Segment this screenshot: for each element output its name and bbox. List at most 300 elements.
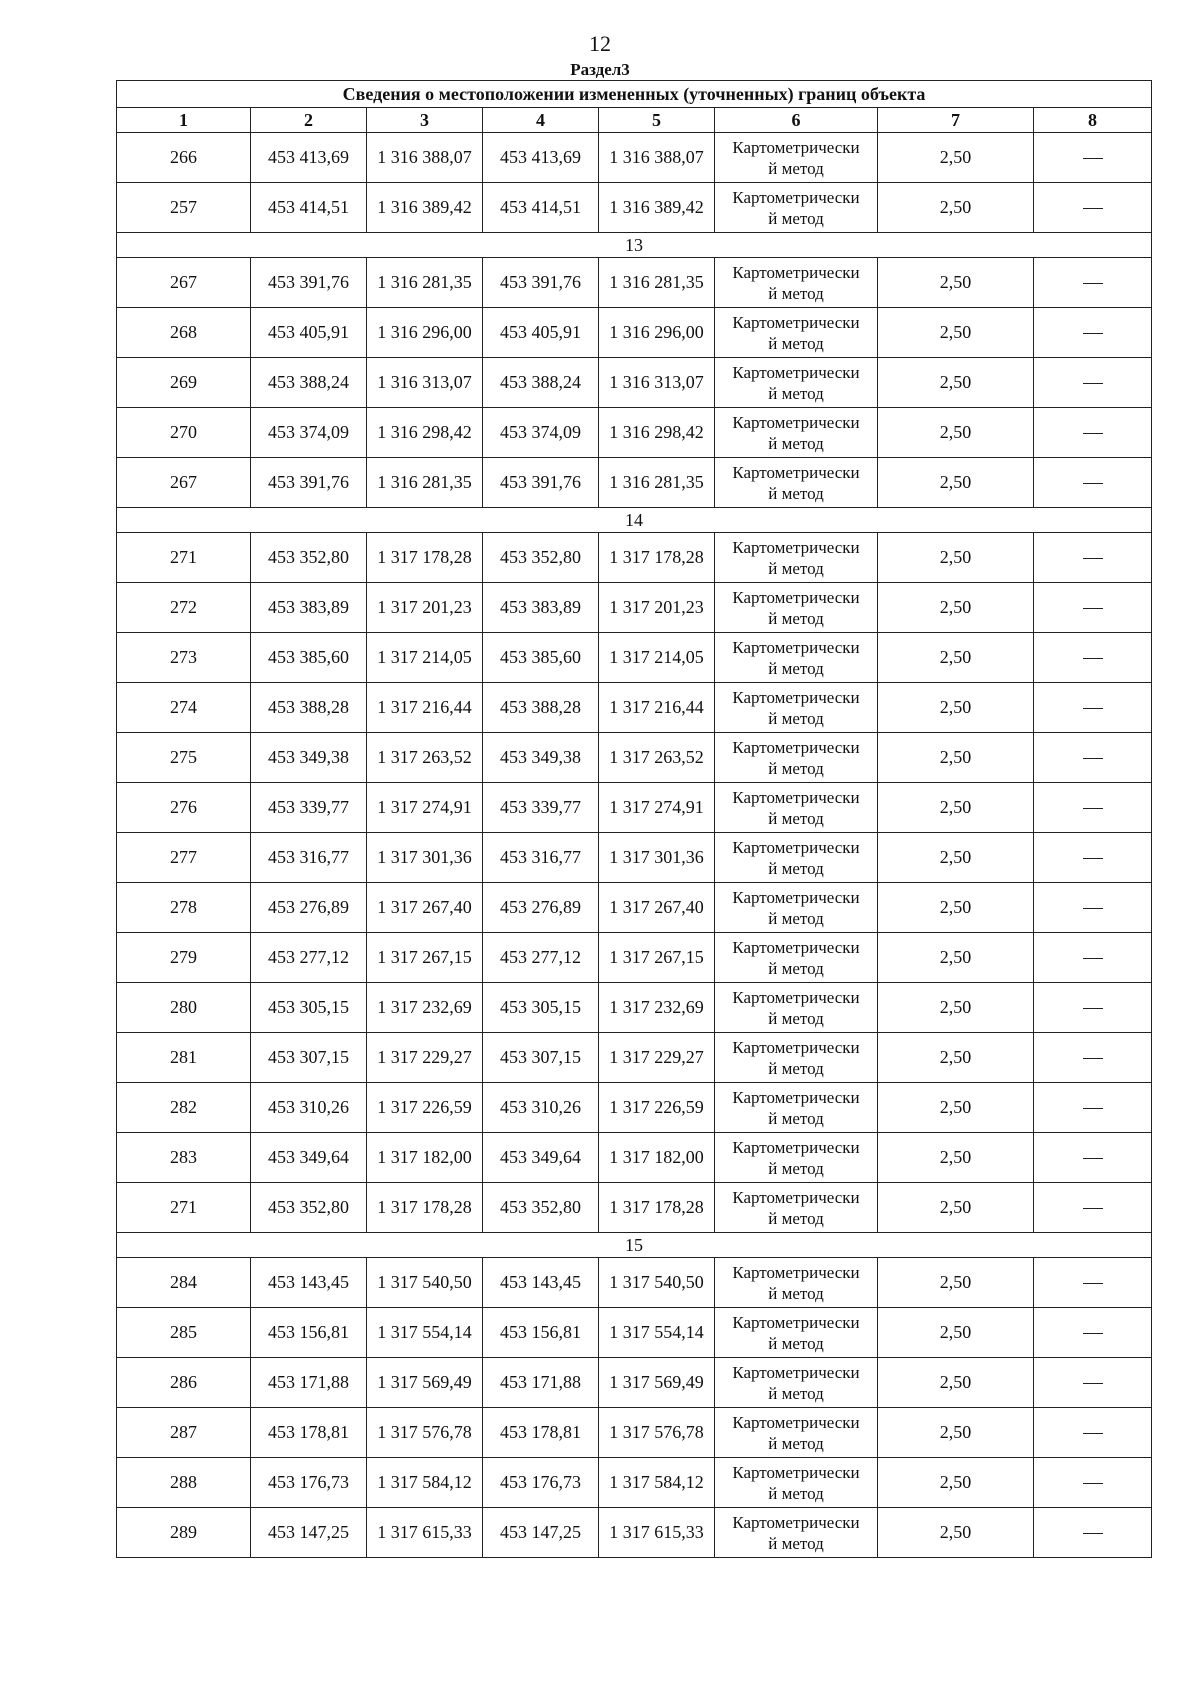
method-text-line: Картометрически — [732, 1412, 860, 1432]
em-dash-icon — [1083, 208, 1103, 209]
cell-note — [1034, 1133, 1152, 1183]
cell-y-existing: 1 316 388,07 — [367, 133, 483, 183]
cell-x-existing: 453 305,15 — [251, 983, 367, 1033]
em-dash-icon — [1083, 758, 1103, 759]
cell-y-existing: 1 317 267,15 — [367, 933, 483, 983]
cell-x-existing: 453 156,81 — [251, 1308, 367, 1358]
cell-x-new: 453 178,81 — [483, 1408, 599, 1458]
cell-note — [1034, 1083, 1152, 1133]
cell-point-number: 284 — [117, 1258, 251, 1308]
cell-x-new: 453 391,76 — [483, 458, 599, 508]
cell-x-new: 453 414,51 — [483, 183, 599, 233]
cell-method — [715, 133, 878, 183]
method-text-line: Картометрически — [732, 1137, 860, 1157]
cell-x-existing: 453 310,26 — [251, 1083, 367, 1133]
em-dash-icon — [1083, 658, 1103, 659]
cell-x-existing: 453 277,12 — [251, 933, 367, 983]
cell-x-new: 453 307,15 — [483, 1033, 599, 1083]
cell-y-new: 1 317 576,78 — [599, 1408, 715, 1458]
cell-note — [1034, 1258, 1152, 1308]
cell-x-existing: 453 388,24 — [251, 358, 367, 408]
cell-x-existing: 453 413,69 — [251, 133, 367, 183]
em-dash-icon — [1083, 433, 1103, 434]
table-row — [117, 633, 1152, 683]
cell-y-existing: 1 317 615,33 — [367, 1508, 483, 1558]
em-dash-icon — [1083, 808, 1103, 809]
cell-point-number: 273 — [117, 633, 251, 683]
cell-note — [1034, 308, 1152, 358]
cell-point-number: 281 — [117, 1033, 251, 1083]
cell-x-new: 453 176,73 — [483, 1458, 599, 1508]
cell-note — [1034, 1408, 1152, 1458]
method-text-line: Картометрически — [732, 837, 860, 857]
cell-accuracy: 2,50 — [878, 533, 1034, 583]
cell-y-existing: 1 317 301,36 — [367, 833, 483, 883]
cell-x-new: 453 413,69 — [483, 133, 599, 183]
cell-point-number: 288 — [117, 1458, 251, 1508]
em-dash-icon — [1083, 1483, 1103, 1484]
cell-method — [715, 1308, 878, 1358]
cell-accuracy: 2,50 — [878, 833, 1034, 883]
cell-note — [1034, 983, 1152, 1033]
cell-point-number: 274 — [117, 683, 251, 733]
table-row — [117, 1358, 1152, 1408]
cell-note — [1034, 408, 1152, 458]
cell-method — [715, 733, 878, 783]
method-text-line: Картометрически — [732, 362, 860, 382]
cell-y-existing: 1 317 576,78 — [367, 1408, 483, 1458]
cell-y-existing: 1 317 216,44 — [367, 683, 483, 733]
cell-y-new: 1 317 267,15 — [599, 933, 715, 983]
method-text-line: й метод — [768, 333, 824, 353]
cell-y-new: 1 317 229,27 — [599, 1033, 715, 1083]
cell-note — [1034, 1033, 1152, 1083]
cell-x-existing: 453 307,15 — [251, 1033, 367, 1083]
method-text-line: Картометрически — [732, 262, 860, 282]
cell-method — [715, 1408, 878, 1458]
cell-x-new: 453 339,77 — [483, 783, 599, 833]
method-text-line: Картометрически — [732, 412, 860, 432]
cell-point-number: 272 — [117, 583, 251, 633]
column-header: 2 — [251, 108, 367, 133]
method-text-line: Картометрически — [732, 137, 860, 157]
cell-accuracy: 2,50 — [878, 1183, 1034, 1233]
method-text-line: Картометрически — [732, 1262, 860, 1282]
cell-y-existing: 1 317 267,40 — [367, 883, 483, 933]
cell-accuracy: 2,50 — [878, 1408, 1034, 1458]
cell-y-new: 1 317 182,00 — [599, 1133, 715, 1183]
cell-y-existing: 1 317 182,00 — [367, 1133, 483, 1183]
cell-x-new: 453 316,77 — [483, 833, 599, 883]
table-row — [117, 683, 1152, 733]
column-header: 6 — [715, 108, 878, 133]
table-row — [117, 1183, 1152, 1233]
table-row — [117, 258, 1152, 308]
cell-point-number: 277 — [117, 833, 251, 883]
cell-y-new: 1 317 214,05 — [599, 633, 715, 683]
cell-y-existing: 1 316 281,35 — [367, 258, 483, 308]
cell-accuracy: 2,50 — [878, 733, 1034, 783]
cell-x-existing: 453 388,28 — [251, 683, 367, 733]
cell-method — [715, 983, 878, 1033]
table-caption: Сведения о местоположении измененных (уточненных) границ объекта — [117, 81, 1152, 108]
cell-point-number: 268 — [117, 308, 251, 358]
cell-point-number: 270 — [117, 408, 251, 458]
cell-x-new: 453 143,45 — [483, 1258, 599, 1308]
method-text-line: Картометрически — [732, 1362, 860, 1382]
cell-y-new: 1 317 226,59 — [599, 1083, 715, 1133]
cell-point-number: 283 — [117, 1133, 251, 1183]
cell-note — [1034, 783, 1152, 833]
method-text-line: Картометрически — [732, 737, 860, 757]
cell-y-new: 1 316 281,35 — [599, 458, 715, 508]
table-row — [117, 933, 1152, 983]
table-body — [117, 133, 1152, 1558]
cell-x-new: 453 147,25 — [483, 1508, 599, 1558]
cell-method — [715, 633, 878, 683]
em-dash-icon — [1083, 283, 1103, 284]
table-row — [117, 833, 1152, 883]
cell-y-new: 1 316 298,42 — [599, 408, 715, 458]
cell-y-new: 1 317 569,49 — [599, 1358, 715, 1408]
em-dash-icon — [1083, 958, 1103, 959]
cell-accuracy: 2,50 — [878, 258, 1034, 308]
cell-method — [715, 1458, 878, 1508]
em-dash-icon — [1083, 708, 1103, 709]
method-text-line: Картометрически — [732, 1037, 860, 1057]
cell-y-new: 1 317 178,28 — [599, 1183, 715, 1233]
cell-x-new: 453 349,64 — [483, 1133, 599, 1183]
cell-point-number: 271 — [117, 1183, 251, 1233]
method-text-line: Картометрически — [732, 187, 860, 207]
cell-note — [1034, 1508, 1152, 1558]
method-text-line: й метод — [768, 383, 824, 403]
group-row — [117, 1233, 1152, 1258]
group-row — [117, 233, 1152, 258]
cell-method — [715, 933, 878, 983]
cell-x-existing: 453 352,80 — [251, 533, 367, 583]
cell-method — [715, 1508, 878, 1558]
cell-method — [715, 533, 878, 583]
cell-x-existing: 453 147,25 — [251, 1508, 367, 1558]
cell-y-existing: 1 317 569,49 — [367, 1358, 483, 1408]
cell-note — [1034, 458, 1152, 508]
em-dash-icon — [1083, 1108, 1103, 1109]
cell-method — [715, 1083, 878, 1133]
method-text-line: Картометрически — [732, 1087, 860, 1107]
method-text-line: й метод — [768, 658, 824, 678]
method-text-line: й метод — [768, 908, 824, 928]
cell-accuracy: 2,50 — [878, 1133, 1034, 1183]
cell-point-number: 280 — [117, 983, 251, 1033]
cell-x-new: 453 388,28 — [483, 683, 599, 733]
table-row — [117, 1458, 1152, 1508]
method-text-line: й метод — [768, 433, 824, 453]
cell-x-new: 453 352,80 — [483, 533, 599, 583]
cell-point-number: 267 — [117, 258, 251, 308]
column-header: 3 — [367, 108, 483, 133]
cell-method — [715, 258, 878, 308]
cell-point-number: 257 — [117, 183, 251, 233]
cell-point-number: 278 — [117, 883, 251, 933]
cell-accuracy: 2,50 — [878, 133, 1034, 183]
em-dash-icon — [1083, 1208, 1103, 1209]
cell-note — [1034, 883, 1152, 933]
cell-y-existing: 1 317 229,27 — [367, 1033, 483, 1083]
cell-accuracy: 2,50 — [878, 308, 1034, 358]
table-row — [117, 1508, 1152, 1558]
cell-x-new: 453 352,80 — [483, 1183, 599, 1233]
method-text-line: й метод — [768, 858, 824, 878]
cell-accuracy: 2,50 — [878, 1308, 1034, 1358]
em-dash-icon — [1083, 158, 1103, 159]
cell-x-existing: 453 414,51 — [251, 183, 367, 233]
cell-point-number: 279 — [117, 933, 251, 983]
method-text-line: Картометрически — [732, 687, 860, 707]
group-row — [117, 508, 1152, 533]
cell-point-number: 285 — [117, 1308, 251, 1358]
method-text-line: Картометрически — [732, 1312, 860, 1332]
cell-x-existing: 453 374,09 — [251, 408, 367, 458]
em-dash-icon — [1083, 608, 1103, 609]
cell-point-number: 266 — [117, 133, 251, 183]
cell-y-new: 1 317 178,28 — [599, 533, 715, 583]
method-text-line: й метод — [768, 1158, 824, 1178]
page-number: 12 — [589, 31, 611, 56]
cell-accuracy: 2,50 — [878, 933, 1034, 983]
cell-y-existing: 1 317 232,69 — [367, 983, 483, 1033]
em-dash-icon — [1083, 1533, 1103, 1534]
cell-x-new: 453 277,12 — [483, 933, 599, 983]
cell-accuracy: 2,50 — [878, 683, 1034, 733]
cell-point-number: 275 — [117, 733, 251, 783]
cell-y-existing: 1 317 274,91 — [367, 783, 483, 833]
cell-note — [1034, 933, 1152, 983]
em-dash-icon — [1083, 908, 1103, 909]
cell-note — [1034, 133, 1152, 183]
cell-x-existing: 453 391,76 — [251, 258, 367, 308]
cell-y-new: 1 317 201,23 — [599, 583, 715, 633]
cell-x-new: 453 405,91 — [483, 308, 599, 358]
em-dash-icon — [1083, 333, 1103, 334]
cell-x-existing: 453 176,73 — [251, 1458, 367, 1508]
cell-x-existing: 453 339,77 — [251, 783, 367, 833]
method-text-line: й метод — [768, 208, 824, 228]
table-row — [117, 783, 1152, 833]
em-dash-icon — [1083, 1333, 1103, 1334]
cell-x-existing: 453 178,81 — [251, 1408, 367, 1458]
cell-note — [1034, 258, 1152, 308]
cell-method — [715, 883, 878, 933]
em-dash-icon — [1083, 558, 1103, 559]
column-header: 5 — [599, 108, 715, 133]
em-dash-icon — [1083, 383, 1103, 384]
method-text-line: Картометрически — [732, 1462, 860, 1482]
cell-note — [1034, 1183, 1152, 1233]
boundary-coordinates-table — [116, 80, 1152, 1558]
method-text-line: Картометрически — [732, 987, 860, 1007]
table-row — [117, 1258, 1152, 1308]
cell-x-existing: 453 171,88 — [251, 1358, 367, 1408]
table-row — [117, 308, 1152, 358]
cell-y-new: 1 316 281,35 — [599, 258, 715, 308]
method-text-line: й метод — [768, 558, 824, 578]
method-text-line: й метод — [768, 758, 824, 778]
cell-y-existing: 1 316 298,42 — [367, 408, 483, 458]
column-header: 8 — [1034, 108, 1152, 133]
cell-x-existing: 453 316,77 — [251, 833, 367, 883]
cell-method — [715, 408, 878, 458]
group-number: 14 — [117, 508, 1152, 533]
cell-y-existing: 1 317 263,52 — [367, 733, 483, 783]
column-header-row — [117, 108, 1152, 133]
em-dash-icon — [1083, 1158, 1103, 1159]
cell-y-existing: 1 317 214,05 — [367, 633, 483, 683]
method-text-line: Картометрически — [732, 787, 860, 807]
cell-accuracy: 2,50 — [878, 1258, 1034, 1308]
em-dash-icon — [1083, 1008, 1103, 1009]
cell-accuracy: 2,50 — [878, 1508, 1034, 1558]
group-number: 15 — [117, 1233, 1152, 1258]
em-dash-icon — [1083, 1283, 1103, 1284]
em-dash-icon — [1083, 1383, 1103, 1384]
cell-y-existing: 1 317 201,23 — [367, 583, 483, 633]
cell-x-new: 453 171,88 — [483, 1358, 599, 1408]
table-row — [117, 358, 1152, 408]
cell-method — [715, 1133, 878, 1183]
cell-method — [715, 683, 878, 733]
table-row — [117, 1083, 1152, 1133]
method-text-line: Картометрически — [732, 937, 860, 957]
cell-y-new: 1 316 296,00 — [599, 308, 715, 358]
cell-note — [1034, 633, 1152, 683]
cell-accuracy: 2,50 — [878, 183, 1034, 233]
em-dash-icon — [1083, 1058, 1103, 1059]
method-text-line: й метод — [768, 808, 824, 828]
section-title: Раздел3 — [570, 60, 630, 79]
table-row — [117, 458, 1152, 508]
method-text-line: й метод — [768, 1283, 824, 1303]
cell-method — [715, 458, 878, 508]
method-text-line: Картометрически — [732, 312, 860, 332]
method-text-line: й метод — [768, 1058, 824, 1078]
cell-method — [715, 583, 878, 633]
method-text-line: й метод — [768, 1483, 824, 1503]
table-row — [117, 183, 1152, 233]
cell-note — [1034, 358, 1152, 408]
method-text-line: Картометрически — [732, 1187, 860, 1207]
table-row — [117, 583, 1152, 633]
cell-x-existing: 453 383,89 — [251, 583, 367, 633]
method-text-line: й метод — [768, 1208, 824, 1228]
method-text-line: Картометрически — [732, 537, 860, 557]
cell-method — [715, 308, 878, 358]
em-dash-icon — [1083, 483, 1103, 484]
table-row — [117, 983, 1152, 1033]
cell-accuracy: 2,50 — [878, 783, 1034, 833]
cell-point-number: 286 — [117, 1358, 251, 1408]
cell-accuracy: 2,50 — [878, 408, 1034, 458]
cell-y-existing: 1 317 554,14 — [367, 1308, 483, 1358]
cell-x-new: 453 385,60 — [483, 633, 599, 683]
method-text-line: й метод — [768, 608, 824, 628]
cell-x-new: 453 310,26 — [483, 1083, 599, 1133]
cell-x-existing: 453 391,76 — [251, 458, 367, 508]
cell-y-existing: 1 316 296,00 — [367, 308, 483, 358]
em-dash-icon — [1083, 858, 1103, 859]
cell-y-new: 1 317 540,50 — [599, 1258, 715, 1308]
cell-accuracy: 2,50 — [878, 1358, 1034, 1408]
cell-x-existing: 453 405,91 — [251, 308, 367, 358]
cell-x-new: 453 383,89 — [483, 583, 599, 633]
cell-y-new: 1 316 389,42 — [599, 183, 715, 233]
cell-point-number: 287 — [117, 1408, 251, 1458]
cell-x-new: 453 305,15 — [483, 983, 599, 1033]
cell-x-existing: 453 352,80 — [251, 1183, 367, 1233]
method-text-line: й метод — [768, 1333, 824, 1353]
cell-y-new: 1 317 615,33 — [599, 1508, 715, 1558]
table-row — [117, 1133, 1152, 1183]
cell-accuracy: 2,50 — [878, 883, 1034, 933]
method-text-line: й метод — [768, 958, 824, 978]
cell-point-number: 271 — [117, 533, 251, 583]
cell-method — [715, 183, 878, 233]
cell-method — [715, 1258, 878, 1308]
cell-note — [1034, 583, 1152, 633]
cell-y-existing: 1 317 584,12 — [367, 1458, 483, 1508]
method-text-line: й метод — [768, 1008, 824, 1028]
cell-point-number: 282 — [117, 1083, 251, 1133]
cell-y-new: 1 317 584,12 — [599, 1458, 715, 1508]
cell-x-existing: 453 143,45 — [251, 1258, 367, 1308]
cell-accuracy: 2,50 — [878, 1033, 1034, 1083]
table-row — [117, 1408, 1152, 1458]
cell-x-existing: 453 349,64 — [251, 1133, 367, 1183]
column-header: 7 — [878, 108, 1034, 133]
table-row — [117, 1033, 1152, 1083]
cell-accuracy: 2,50 — [878, 358, 1034, 408]
cell-accuracy: 2,50 — [878, 458, 1034, 508]
cell-y-new: 1 317 263,52 — [599, 733, 715, 783]
cell-x-new: 453 156,81 — [483, 1308, 599, 1358]
cell-method — [715, 1183, 878, 1233]
cell-y-existing: 1 316 313,07 — [367, 358, 483, 408]
cell-x-new: 453 349,38 — [483, 733, 599, 783]
cell-note — [1034, 833, 1152, 883]
cell-x-new: 453 276,89 — [483, 883, 599, 933]
cell-note — [1034, 683, 1152, 733]
cell-point-number: 276 — [117, 783, 251, 833]
method-text-line: й метод — [768, 708, 824, 728]
cell-method — [715, 1358, 878, 1408]
cell-y-existing: 1 316 281,35 — [367, 458, 483, 508]
cell-y-new: 1 316 388,07 — [599, 133, 715, 183]
table-row — [117, 533, 1152, 583]
cell-x-new: 453 388,24 — [483, 358, 599, 408]
cell-method — [715, 783, 878, 833]
table-row — [117, 733, 1152, 783]
cell-y-existing: 1 317 226,59 — [367, 1083, 483, 1133]
method-text-line: Картометрически — [732, 637, 860, 657]
method-text-line: й метод — [768, 1108, 824, 1128]
cell-y-existing: 1 317 178,28 — [367, 533, 483, 583]
cell-note — [1034, 1308, 1152, 1358]
cell-x-existing: 453 276,89 — [251, 883, 367, 933]
group-number: 13 — [117, 233, 1152, 258]
cell-note — [1034, 183, 1152, 233]
cell-y-new: 1 317 267,40 — [599, 883, 715, 933]
cell-point-number: 269 — [117, 358, 251, 408]
